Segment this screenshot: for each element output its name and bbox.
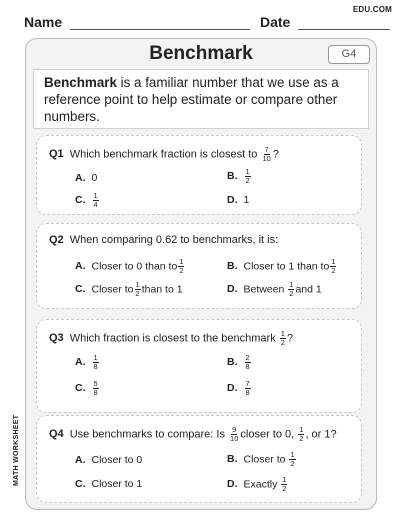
option-d[interactable]: D. Exactly $\frac{1}{2}$ [227,475,287,493]
option-b[interactable]: B. $\frac{1}{2}$ [227,167,250,185]
option-d[interactable]: D. 1 [227,194,250,206]
question-prompt: Q1 Which benchmark fraction is closest to $\frac{7}{10}$ ? [49,145,279,163]
question-card-q2 [36,223,362,309]
page-title: Benchmark [149,43,253,64]
question-number: Q3 [49,332,64,345]
option-b[interactable]: B. $\frac{2}{8}$ [227,353,250,371]
question-card-q3 [36,319,362,413]
definition-box [33,69,369,129]
option-b[interactable]: B. Closer to 1 than to $\frac{1}{2}$ [227,257,336,275]
name-date-header [24,14,386,34]
question-number: Q1 [49,148,64,161]
option-a[interactable]: A. $\frac{1}{8}$ [75,353,98,371]
option-c[interactable]: C. Closer to 1 [75,478,143,490]
definition-text: is a familiar number that we use as a reference point to help estimate or compare other numbers. [44,75,339,124]
side-label: MATH WORKSHEET [13,414,20,486]
name-label: Name [24,14,63,30]
option-c[interactable]: C. $\frac{1}{4}$ [75,191,98,209]
question-number: Q4 [49,428,64,441]
question-number: Q2 [49,234,64,246]
question-card-q4 [36,415,362,503]
option-a[interactable]: A. 0 [75,172,98,184]
date-label: Date [260,14,291,30]
worksheet [25,38,377,510]
option-c[interactable]: C. $\frac{5}{8}$ [75,379,98,397]
option-b[interactable]: B. Closer to $\frac{1}{2}$ [227,450,295,468]
option-a[interactable]: A. Closer to 0 [75,454,143,466]
name-line[interactable] [70,29,250,30]
option-a[interactable]: A. Closer to 0 than to $\frac{1}{2}$ [75,257,184,275]
prompt-fraction: $\frac{1}{2}$ [299,425,304,443]
title-bar [26,39,376,67]
brand-logo-text: EDU.COM [352,5,392,14]
option-c[interactable]: C. Closer to $\frac{1}{2}$ than to 1 [75,280,183,298]
option-d[interactable]: D. $\frac{7}{8}$ [227,379,250,397]
definition-term: Benchmark [44,75,117,90]
question-prompt: Q2 When comparing 0.62 to benchmarks, it is: [49,234,279,246]
option-d[interactable]: D. Between $\frac{1}{2}$ and 1 [227,280,322,298]
prompt-fraction: $\frac{1}{2}$ [280,329,285,347]
question-prompt: Q4 Use benchmarks to compare: Is $\frac{9}{10}$ closer to 0, $\frac{1}{2}$ , or 1? [49,425,337,443]
grade-badge: G4 [328,45,370,64]
question-card-q1 [36,135,362,215]
prompt-fraction: $\frac{7}{10}$ [262,145,271,163]
prompt-fraction: $\frac{9}{10}$ [230,425,239,443]
date-line[interactable] [298,29,390,30]
question-prompt: Q3 Which fraction is closest to the benchmark $\frac{1}{2}$ ? [49,329,294,347]
